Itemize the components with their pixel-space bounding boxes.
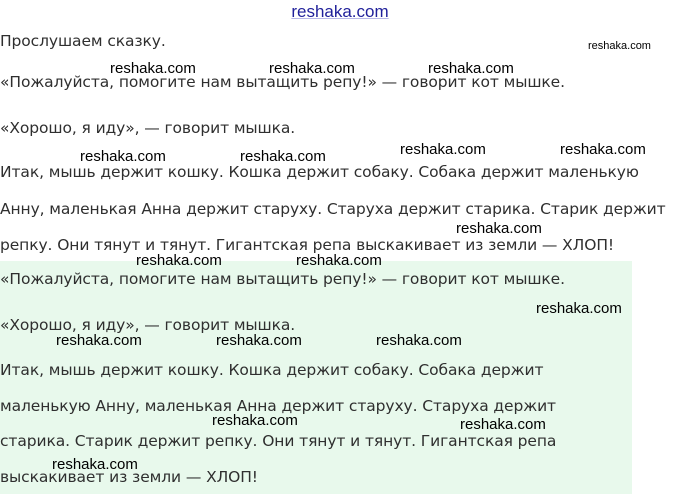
watermark: reshaka.com	[400, 141, 486, 158]
watermark: reshaka.com	[269, 60, 355, 77]
watermark: reshaka.com	[240, 148, 326, 165]
watermark: reshaka.com	[456, 220, 542, 237]
watermark: reshaka.com	[80, 148, 166, 165]
highlighted-text-line: маленькую Анну, маленькая Анна держит старуху. Старуха держит	[0, 397, 556, 415]
watermark: reshaka.com	[52, 456, 138, 473]
watermark: reshaka.com	[296, 252, 382, 269]
watermark: reshaka.com	[212, 412, 298, 429]
watermark: reshaka.com	[110, 60, 196, 77]
highlighted-text-line: Итак, мышь держит кошку. Кошка держит собаку. Собака держит	[0, 361, 544, 379]
highlighted-text-line: «Пожалуйста, помогите нам вытащить репу!» — говорит кот мышке.	[0, 270, 565, 288]
intro-line: Прослушаем сказку.	[0, 32, 166, 50]
watermark: reshaka.com	[428, 60, 514, 77]
watermark: reshaka.com	[588, 40, 651, 52]
header-watermark: reshaka.com	[291, 2, 389, 21]
text-line: «Хорошо, я иду», — говорит мышка.	[0, 119, 296, 137]
watermark: reshaka.com	[56, 332, 142, 349]
text-line: «Пожалуйста, помогите нам вытащить репу!» — говорит кот мышке.	[0, 73, 565, 91]
highlighted-text-line: старика. Старик держит репку. Они тянут и тянут. Гигантская репа	[0, 432, 557, 450]
highlighted-text-line: выскакивает из земли — ХЛОП!	[0, 468, 258, 486]
watermark: reshaka.com	[376, 332, 462, 349]
watermark: reshaka.com	[136, 252, 222, 269]
watermark: reshaka.com	[560, 141, 646, 158]
text-line: Анну, маленькая Анна держит старуху. Старуха держит старика. Старик держит	[0, 200, 666, 218]
highlighted-text-line: «Хорошо, я иду», — говорит мышка.	[0, 316, 296, 334]
text-line: репку. Они тянут и тянут. Гигантская репа выскакивает из земли — ХЛОП!	[0, 236, 614, 254]
watermark: reshaka.com	[536, 300, 622, 317]
watermark: reshaka.com	[460, 416, 546, 433]
text-line: Итак, мышь держит кошку. Кошка держит собаку. Собака держит маленькую	[0, 163, 639, 181]
watermark: reshaka.com	[216, 332, 302, 349]
